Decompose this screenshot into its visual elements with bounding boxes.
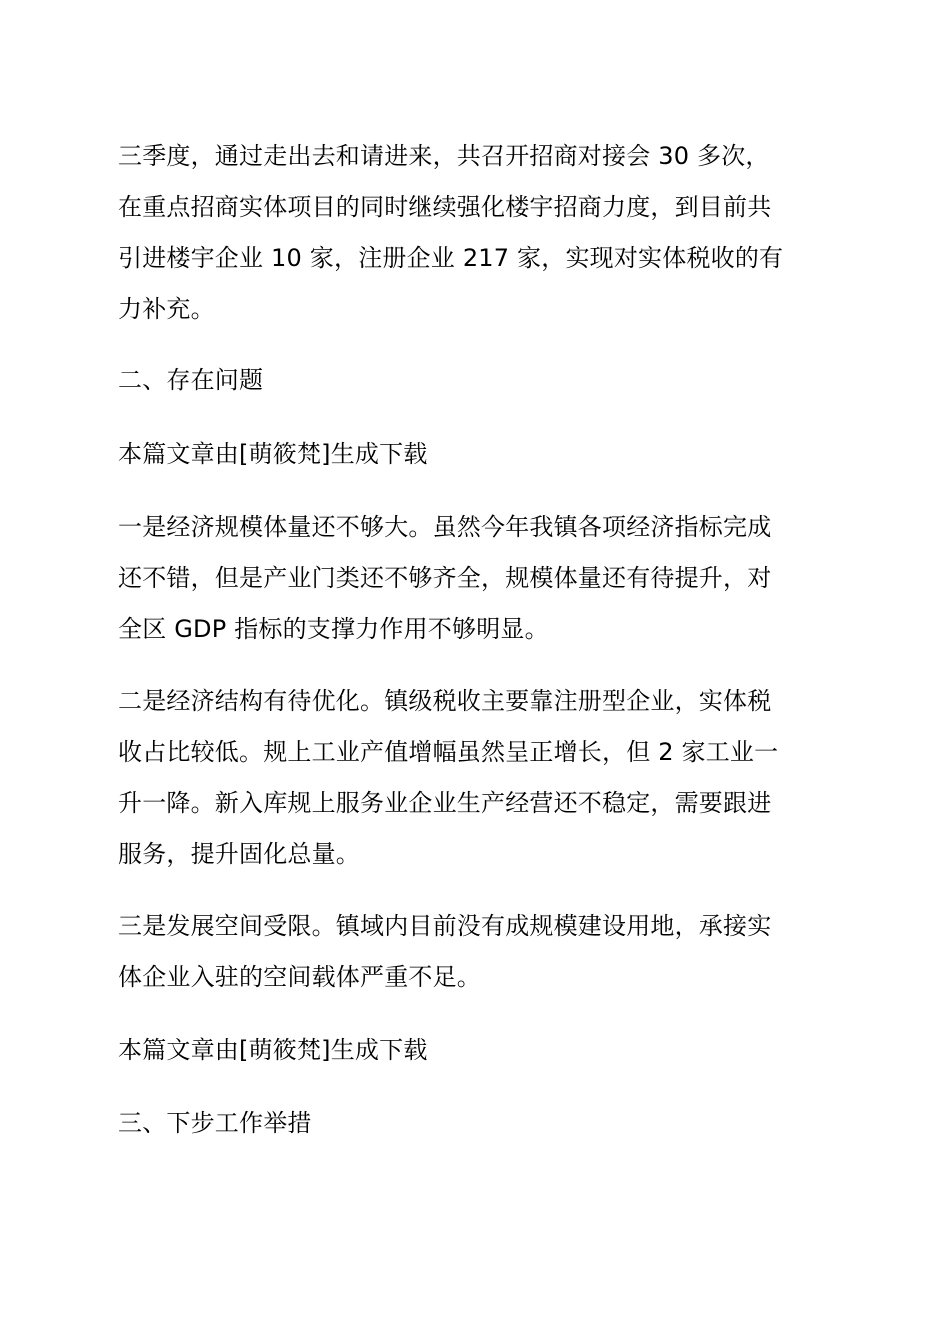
paragraph-problem-one: 一是经济规模体量还不够大。虽然今年我镇各项经济指标完成 还不错，但是产业门类还不够齐全，规模体量还有待提升，对 全区 GDP 指标的支撑力作用不够明显。 bbox=[118, 513, 772, 643]
heading-next-steps: 三、下步工作举措 bbox=[118, 1109, 312, 1137]
paragraph-investment-summary: 三季度，通过走出去和请进来，共召开招商对接会 30 多次， 在重点招商实体项目的同时继续强化楼宇招商力度，到目前共 引进楼宇企业 10 家，注册企业 217 家，实现对实体税收的有 力补充。 bbox=[118, 142, 784, 323]
download-notice: 本篇文章由[萌筱梵]生成下载 bbox=[118, 1036, 428, 1064]
paragraph-problem-two: 二是经济结构有待优化。镇级税收主要靠注册型企业，实体税 收占比较低。规上工业产值增幅虽然呈正增长，但 2 家工业一 升一降。新入库规上服务业企业生产经营还不稳定，需要跟进 服务，提升固化总量。 bbox=[118, 687, 779, 868]
download-notice: 本篇文章由[萌筱梵]生成下载 bbox=[118, 440, 428, 468]
heading-existing-problems: 二、存在问题 bbox=[118, 366, 264, 394]
paragraph-problem-three: 三是发展空间受限。镇域内目前没有成规模建设用地，承接实 体企业入驻的空间载体严重不足。 bbox=[118, 912, 772, 991]
